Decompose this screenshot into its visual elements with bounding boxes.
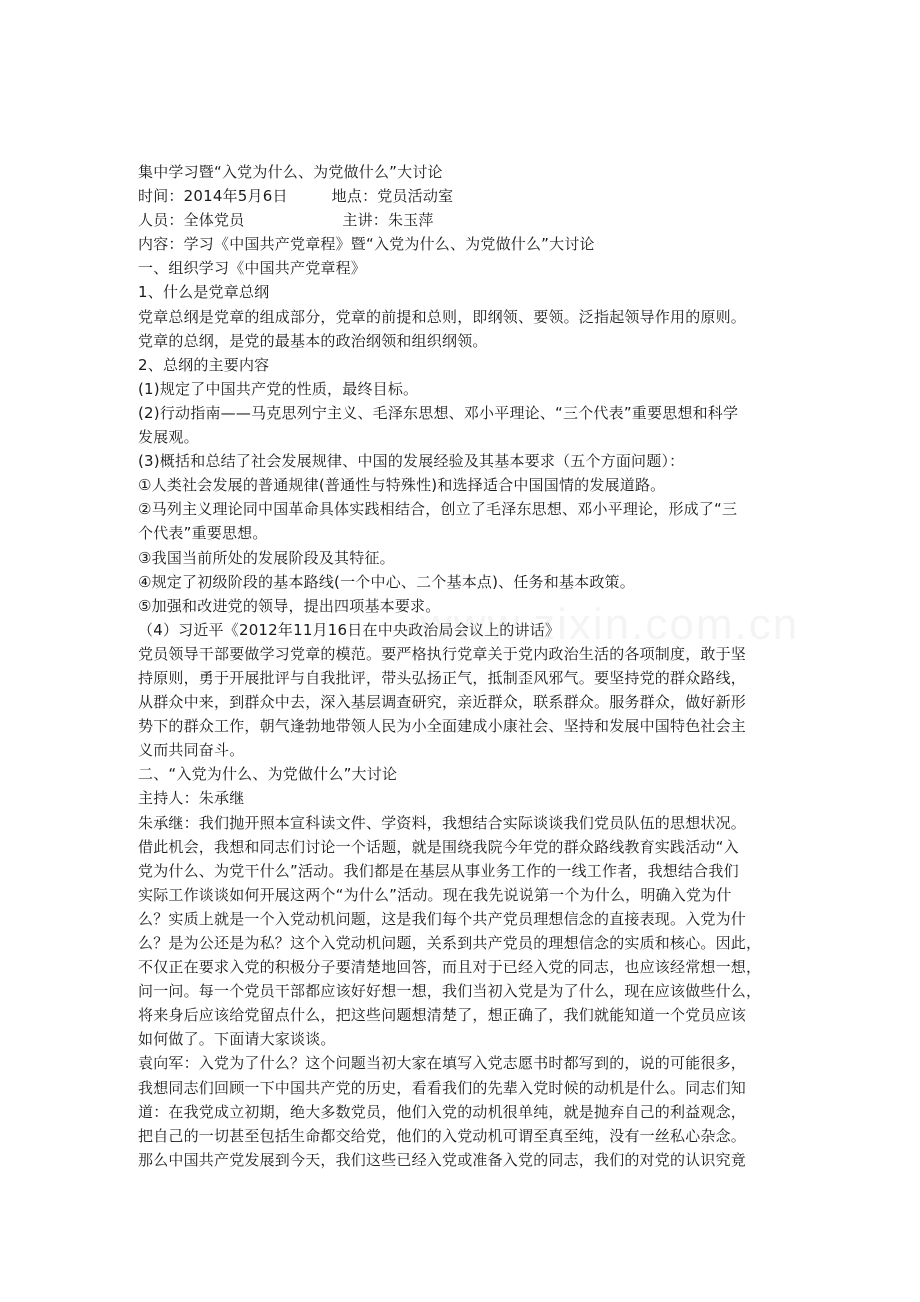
body-line: 问一问。每一个党员干部都应该好好想一想，我们当初入党是为了什么，现在应该做些什么，: [138, 982, 762, 1001]
body-line: 不仅正在要求入党的积极分子要清楚地回答，而且对于已经入党的同志，也应该经常想一想，: [138, 958, 762, 977]
body-line: 把自己的一切甚至包括生命都交给党，他们的入党动机可谓至真至纯，没有一丝私心杂念。: [138, 1126, 747, 1145]
speaker-label: 主讲：朱玉萍: [342, 211, 434, 230]
body-line: 2、总纲的主要内容: [138, 355, 270, 374]
body-line: (3)概括和总结了社会发展规律、中国的发展经验及其基本要求（五个方面问题）：: [138, 452, 685, 471]
people-label: 人员：全体党员: [138, 211, 245, 230]
body-line: 义而共同奋斗。: [138, 741, 245, 760]
body-line: ③我国当前所处的发展阶段及其特征。: [138, 548, 395, 567]
body-line: 党员领导干部要做学习党章的模范。要严格执行党章关于党内政治生活的各项制度，敢于坚: [138, 644, 747, 663]
body-line: 么？实质上就是一个入党动机问题，这是我们每个共产党员理想信念的直接表现。入党为什: [138, 909, 747, 928]
body-lines: [138, 256, 802, 1172]
body-line: 党为什么、为党干什么”活动。我们都是在基层从事业务工作的一线工作者，我想结合我们: [138, 861, 739, 880]
body-line: 么？是为公还是为私？这个入党动机问题，关系到共产党员的理想信念的实质和核心。因此，: [138, 934, 762, 952]
time-place-line: [138, 184, 802, 208]
body-line: 发展观。: [138, 428, 199, 447]
body-line: 个代表”重要思想。: [138, 524, 268, 543]
body-line: 从群众中来，到群众中去，深入基层调查研究，亲近群众，联系群众。服务群众，做好新形: [138, 693, 747, 712]
body-line: ①人类社会发展的普通规律(普通性与特殊性)和选择适合中国国情的发展道路。: [138, 476, 666, 495]
body-line: 袁向军：入党为了什么？这个问题当初大家在填写入党志愿书时都写到的，说的可能很多，: [138, 1054, 747, 1073]
body-line: 党章总纲是党章的组成部分，党章的前提和总则，即纲领、要领。泛指起领导作用的原则。: [138, 307, 747, 326]
body-line: 道：在我党成立初期，绝大多数党员，他们入党的动机很单纯，就是抛弃自己的利益观念，: [138, 1102, 747, 1121]
body-line: (2)行动指南——马克思列宁主义、毛泽东思想、邓小平理论、“三个代表”重要思想和科学: [138, 403, 739, 422]
body-line: 持原则，勇于开展批评与自我批评，带头弘扬正气，抵制歪风邪气。要坚持党的群众路线，: [138, 668, 747, 687]
content-line: 内容：学习《中国共产党章程》暨“入党为什么、为党做什么”大讨论: [138, 235, 595, 254]
body-line: 我想同志们回顾一下中国共产党的历史，看看我们的先辈入党时候的动机是什么。同志们知: [138, 1078, 747, 1097]
place-label: 地点：党员活动室: [331, 187, 454, 206]
document-title: 集中学习暨“入党为什么、为党做什么”大讨论: [138, 163, 443, 181]
document-body: [138, 160, 802, 1172]
body-line: 党章的总纲，是党的最基本的政治纲领和组织纲领。: [138, 331, 488, 350]
body-line: 如何做了。下面请大家谈谈。: [138, 1030, 336, 1049]
body-line: 借此机会，我想和同志们讨论一个话题，就是围绕我院今年党的群众路线教育实践活动“入: [138, 837, 739, 856]
body-line: 将来身后应该给党留点什么，把这些问题想清楚了，想正确了，我们就能知道一个党员应该: [138, 1006, 747, 1025]
body-line: ⑤加强和改进党的领导，提出四项基本要求。: [138, 596, 441, 615]
body-line: ④规定了初级阶段的基本路线(一个中心、二个基本点)、任务和基本政策。: [138, 572, 635, 591]
body-line: ②马列主义理论同中国革命具体实践相结合，创立了毛泽东思想、邓小平理论，形成了“三: [138, 500, 738, 519]
body-line: 实际工作谈谈如何开展这两个“为什么”活动。现在我先说说第一个为什么，明确入党为什: [138, 885, 732, 904]
time-label: 时间：2014年5月6日: [138, 187, 288, 206]
body-line: 二、“入党为什么、为党做什么”大讨论: [138, 765, 398, 784]
people-speaker-line: [138, 208, 802, 232]
body-line: 那么中国共产党发展到今天，我们这些已经入党或准备入党的同志，我们的对党的认识究竟: [138, 1150, 747, 1169]
body-line: 势下的群众工作，朝气逢勃地带领人民为小全面建成小康社会、坚持和发展中国特色社会主: [138, 717, 747, 736]
body-line: （4）习近平《2012年11月16日在中央政治局会议上的讲话》: [138, 620, 561, 639]
body-line: 1、什么是党章总纲: [138, 283, 270, 302]
body-line: (1)规定了中国共产党的性质，最终目标。: [138, 379, 419, 398]
body-line: 主持人：朱承继: [138, 789, 245, 808]
body-line: 朱承继：我们抛开照本宣科读文件、学资料，我想结合实际谈谈我们党员队伍的思想状况。: [138, 813, 747, 832]
body-line: 一、组织学习《中国共产党章程》: [138, 259, 367, 278]
